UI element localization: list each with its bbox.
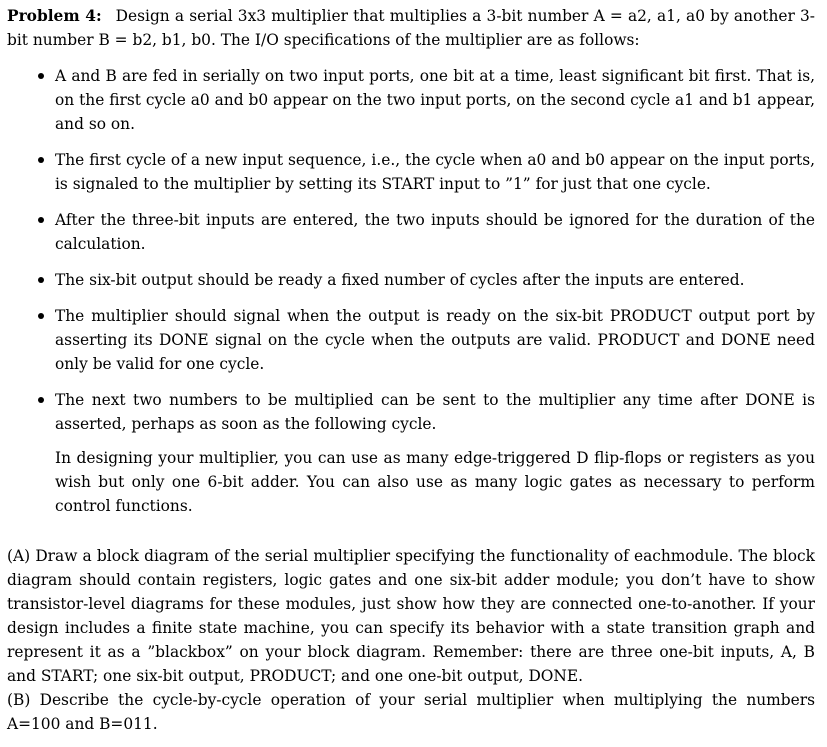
specification-item: The multiplier should signal when the output is ready on the six-bit PRODUCT output port by asserting its DONE signal on the cycle when the outputs are valid. PRODUCT and DONE need only be valid for one cycle. bbox=[55, 304, 815, 376]
specification-item: A and B are fed in serially on two input ports, one bit at a time, least significant bit first. That is, on the first cycle a0 and b0 appear on the two input ports, on the second cycle a1 and b1 appear, and so on. bbox=[55, 64, 815, 136]
specification-item: The next two numbers to be multiplied can be sent to the multiplier any time after DONE is asserted, perhaps as soon as the following cycle. bbox=[55, 388, 815, 436]
specification-item: After the three-bit inputs are entered, the two inputs should be ignored for the duration of the calculation. bbox=[55, 208, 815, 256]
problem-heading: Problem 4: bbox=[7, 7, 102, 25]
design-note: In designing your multiplier, you can use as many edge-triggered D flip-flops or registers as you wish but only one 6-bit adder. You can also use as many logic gates as necessary to perform control functions. bbox=[55, 449, 815, 515]
question-part-a: (A) Draw a block diagram of the serial multiplier specifying the functionality of eachmodule. The block diagram should contain registers, logic gates and one six-bit adder module; you don’t have to show transistor-level diagrams for these modules, just show how they are connected one-to-another. If your design includes a finite state machine, you can specify its behavior with a state transition graph and represent it as a ”blackbox” on your block diagram. Remember: there are three one-bit inputs, A, B and START; one six-bit output, PRODUCT; and one one-bit output, DONE. bbox=[7, 547, 815, 685]
problem-intro-text: Design a serial 3x3 multiplier that multiplies a 3-bit number A = a2, a1, a0 by another 3-bit number B = b2, b1, b0. The I/O specifications of the multiplier are as follows: bbox=[7, 7, 815, 49]
questions-block bbox=[7, 544, 815, 736]
question-part-b: (B) Describe the cycle-by-cycle operation of your serial multiplier when multiplying the numbers A=100 and B=011. bbox=[7, 691, 815, 733]
specification-item: The first cycle of a new input sequence, i.e., the cycle when a0 and b0 appear on the input ports, is signaled to the multiplier by setting its START input to ”1” for just that one cycle. bbox=[55, 148, 815, 196]
specification-list bbox=[7, 64, 815, 436]
problem-intro bbox=[7, 4, 815, 52]
specification-item: The six-bit output should be ready a fixed number of cycles after the inputs are entered. bbox=[55, 268, 815, 292]
